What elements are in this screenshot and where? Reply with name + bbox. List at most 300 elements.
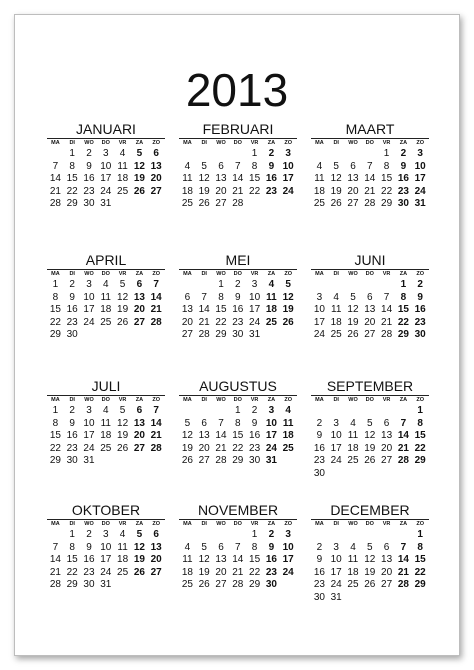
weekday-header: VR [382,140,391,146]
day: 12 [181,430,193,442]
month-name: MEI [179,252,297,270]
weekend-day: 25 [282,442,294,454]
empty-cell [311,148,328,161]
day: 19 [198,566,210,578]
day: 26 [198,198,210,210]
day: 5 [201,160,207,172]
day: 28 [232,579,244,591]
day: 21 [198,316,210,328]
day: 5 [350,291,356,303]
empty-cell [345,279,362,292]
weekend-day: 13 [133,417,145,429]
weekend-day: 21 [397,442,409,454]
weekend-day: 15 [414,430,426,442]
month-januari [47,121,165,211]
day: 1 [235,405,241,416]
weekday-header: WO [84,271,94,277]
weekday-header: ZO [416,521,424,527]
day: 9 [235,291,241,303]
day-grid [47,270,165,342]
empty-cell [179,148,196,161]
weekday-header: VR [118,521,127,527]
weekend-day: 8 [417,541,423,553]
day-grid [311,139,429,211]
day: 16 [66,430,78,442]
weekend-day: 13 [133,291,145,303]
empty-cell [328,529,345,542]
day: 8 [218,291,224,303]
day: 26 [347,329,359,341]
months-grid [15,15,459,655]
weekday-header: VR [382,521,391,527]
day: 30 [66,455,78,467]
month-februari [179,121,297,211]
weekday-header: ZO [284,521,292,527]
day: 18 [181,185,193,197]
day: 10 [83,291,95,303]
weekend-day: 12 [282,291,294,303]
weekend-day: 20 [133,430,145,442]
day: 14 [49,173,61,185]
day-grid [179,139,297,211]
weekend-day: 9 [417,291,423,303]
day: 18 [347,566,359,578]
day: 26 [198,579,210,591]
weekend-day: 7 [153,405,159,416]
day: 21 [49,185,61,197]
weekday-header: VR [118,140,127,146]
day: 12 [330,173,342,185]
day: 26 [364,455,376,467]
empty-cell [47,148,64,161]
day: 8 [69,160,75,172]
day: 29 [215,329,227,341]
weekday-header: ZA [267,140,276,146]
day: 28 [215,455,227,467]
day: 24 [249,316,261,328]
weekend-day: 25 [265,316,277,328]
weekend-day: 24 [265,442,277,454]
day: 3 [251,279,258,290]
day: 24 [330,455,342,467]
empty-cell [361,529,378,542]
day: 16 [83,554,95,566]
day: 2 [69,279,75,290]
day: 13 [364,304,376,316]
weekday-header: MA [315,140,324,146]
day: 17 [100,554,112,566]
day: 7 [218,417,224,429]
day: 12 [347,304,359,316]
empty-cell [213,529,230,542]
day: 1 [251,529,258,540]
empty-cell [196,148,213,161]
weekend-day: 31 [265,455,277,467]
day: 20 [364,316,376,328]
day: 18 [181,566,193,578]
month-name: DECEMBER [311,502,429,520]
weekend-day: 11 [282,417,294,429]
weekday-header: ZA [135,397,144,403]
day: 13 [347,173,359,185]
day: 20 [215,185,227,197]
empty-cell [395,405,412,418]
day: 30 [83,579,95,591]
weekend-day: 30 [265,579,277,591]
day: 2 [316,417,323,429]
weekday-header: DI [69,397,75,403]
day: 15 [215,304,227,316]
day: 10 [249,291,261,303]
day: 19 [117,430,129,442]
day: 20 [215,566,227,578]
weekday-header: ZA [267,271,276,277]
empty-cell [361,405,378,418]
weekday-header: DI [333,521,339,527]
weekend-day: 19 [133,173,145,185]
weekday-header: MA [315,271,324,277]
weekend-day: 6 [153,148,159,159]
weekend-day: 26 [133,185,145,197]
weekend-day: 5 [285,279,291,290]
day: 3 [333,541,339,553]
weekday-header: MA [51,521,60,527]
weekend-day: 2 [268,529,275,540]
month-oktober [47,502,165,592]
day: 11 [347,430,359,442]
empty-cell [229,529,246,542]
weekday-header: DI [333,140,339,146]
day: 10 [330,554,342,566]
weekend-day: 2 [268,148,275,159]
day: 9 [86,541,92,553]
day: 4 [350,417,356,429]
weekend-day: 7 [400,417,407,429]
day: 12 [117,417,129,429]
month-name: JUNI [311,252,429,270]
day: 6 [367,291,373,303]
weekday-header: ZO [284,271,292,277]
day: 31 [83,455,95,467]
day: 21 [381,316,393,328]
empty-cell [196,529,213,542]
day: 25 [100,316,112,328]
weekend-day: 28 [150,442,162,454]
day: 7 [235,160,241,172]
weekend-day: 9 [268,160,275,172]
day: 14 [232,173,244,185]
weekend-day: 27 [133,442,145,454]
day: 24 [313,329,325,341]
weekend-day: 29 [414,579,426,591]
day: 1 [69,148,75,159]
weekday-header: WO [348,271,358,277]
day: 6 [218,541,224,553]
day: 30 [313,591,325,603]
weekday-header: MA [51,271,60,277]
day: 12 [364,430,376,442]
weekend-day: 18 [282,430,294,442]
weekday-header: MA [51,397,60,403]
weekday-header: VR [250,521,259,527]
weekend-day: 19 [282,304,294,316]
day: 25 [313,198,325,210]
month-name: NOVEMBER [179,502,297,520]
day-grid [47,396,165,468]
empty-cell [395,529,412,542]
day: 2 [86,529,92,540]
weekend-day: 12 [133,160,145,172]
weekday-header: ZO [416,271,424,277]
month-name: JANUARI [47,121,165,139]
empty-cell [196,405,213,418]
weekday-header: ZA [399,397,408,403]
day: 9 [316,554,323,566]
day: 23 [83,185,95,197]
empty-cell [345,529,362,542]
empty-cell [229,148,246,161]
weekend-day: 17 [414,173,426,185]
weekday-header: ZA [135,271,144,277]
day: 31 [100,198,112,210]
day: 7 [367,160,373,172]
weekend-day: 7 [153,279,159,290]
weekday-header: DI [69,140,75,146]
weekday-header: DO [101,397,110,403]
day: 16 [83,173,95,185]
day: 17 [249,304,261,316]
day: 20 [198,442,210,454]
month-juni [311,252,429,342]
empty-cell [345,405,362,418]
day: 22 [66,566,78,578]
day: 27 [381,579,393,591]
day: 12 [198,554,210,566]
day: 26 [117,316,129,328]
day: 16 [232,304,244,316]
empty-cell [311,529,328,542]
day: 3 [333,417,339,429]
day: 3 [86,405,92,416]
month-september [311,378,429,481]
day-grid [47,520,165,592]
day: 25 [330,329,342,341]
day: 9 [69,417,75,429]
weekend-day: 6 [136,405,143,416]
day: 13 [381,554,393,566]
day: 23 [66,316,78,328]
day: 24 [330,579,342,591]
day: 24 [100,566,112,578]
day: 9 [69,291,75,303]
month-name: MAART [311,121,429,139]
day: 15 [49,304,61,316]
weekend-day: 6 [136,279,143,290]
weekend-day: 27 [150,185,162,197]
empty-cell [361,279,378,292]
weekday-header: DO [233,271,242,277]
day: 17 [330,442,342,454]
weekday-header: VR [118,271,127,277]
weekend-day: 24 [282,566,294,578]
day: 11 [100,417,111,429]
weekday-header: DI [201,397,207,403]
day: 25 [100,442,112,454]
day: 1 [69,529,75,540]
weekend-day: 15 [397,304,409,316]
day: 5 [367,541,373,553]
weekend-day: 23 [397,185,409,197]
weekend-day: 9 [400,160,407,172]
day: 27 [215,198,227,210]
weekend-day: 21 [150,430,162,442]
month-april [47,252,165,342]
day: 20 [381,566,393,578]
day: 4 [119,148,126,159]
empty-cell [47,529,64,542]
weekday-header: DI [69,271,75,277]
weekend-day: 17 [282,554,294,566]
day: 28 [381,329,393,341]
month-december [311,502,429,605]
weekend-day: 3 [285,529,291,540]
day: 13 [181,304,193,316]
day: 17 [100,173,112,185]
day: 11 [182,173,193,185]
day: 6 [201,417,207,429]
day: 17 [330,566,342,578]
day: 10 [330,430,342,442]
weekend-day: 22 [397,316,409,328]
day: 4 [184,541,191,553]
weekend-day: 14 [397,554,409,566]
empty-cell [179,405,196,418]
day: 13 [381,430,393,442]
day: 27 [347,198,359,210]
weekday-header: WO [348,397,358,403]
weekend-day: 8 [400,291,407,303]
weekday-header: WO [348,521,358,527]
day: 6 [218,160,224,172]
weekday-header: ZA [267,521,276,527]
day: 6 [383,417,390,429]
day: 22 [66,185,78,197]
day: 3 [316,291,323,303]
month-name: OKTOBER [47,502,165,520]
empty-cell [328,279,345,292]
day: 10 [100,160,112,172]
day: 6 [383,541,390,553]
day: 15 [249,173,261,185]
day: 22 [49,442,61,454]
day: 27 [364,329,376,341]
day: 8 [52,291,59,303]
day: 5 [201,541,207,553]
empty-cell [378,405,395,418]
day: 28 [232,198,244,210]
day: 8 [251,541,258,553]
weekday-header: MA [315,521,324,527]
empty-cell [328,148,345,161]
day: 31 [100,579,112,591]
day: 11 [117,541,128,553]
weekday-header: WO [216,140,226,146]
empty-cell [345,148,362,161]
month-mei [179,252,297,342]
month-augustus [179,378,297,468]
weekday-header: VR [118,397,127,403]
weekday-header: ZO [416,140,424,146]
day: 19 [117,304,129,316]
day: 21 [49,566,61,578]
day: 10 [313,304,325,316]
weekday-header: DO [365,521,374,527]
day: 25 [117,185,129,197]
weekday-header: WO [216,397,226,403]
day: 25 [347,455,359,467]
day: 23 [83,566,95,578]
day: 6 [184,291,191,303]
day: 18 [313,185,325,197]
month-name: FEBRUARI [179,121,297,139]
weekday-header: DI [333,397,339,403]
day: 28 [364,198,376,210]
day: 15 [381,173,393,185]
weekday-header: MA [183,140,192,146]
day: 7 [201,291,207,303]
weekday-header: ZO [152,140,160,146]
day: 29 [49,329,61,341]
weekday-header: WO [84,397,94,403]
day: 1 [218,279,224,290]
day: 27 [198,455,210,467]
weekend-day: 15 [414,554,426,566]
weekend-day: 11 [266,291,277,303]
weekend-day: 19 [133,554,145,566]
weekday-header: DO [101,521,110,527]
day: 17 [83,430,95,442]
weekend-day: 14 [397,430,409,442]
weekend-day: 24 [414,185,426,197]
day: 15 [249,554,261,566]
day: 2 [69,405,75,416]
empty-cell [311,279,328,292]
weekend-day: 23 [265,566,277,578]
weekend-day: 8 [417,417,423,429]
empty-cell [179,279,196,292]
weekend-day: 10 [265,417,277,429]
day: 2 [235,279,241,290]
weekday-header: DI [201,271,207,277]
weekend-day: 23 [265,185,277,197]
day: 5 [367,417,373,429]
month-name: JULI [47,378,165,396]
weekday-header: DI [201,521,207,527]
day: 28 [198,329,210,341]
day: 9 [316,430,323,442]
day: 25 [181,198,193,210]
weekend-day: 28 [150,316,162,328]
day: 15 [66,173,78,185]
day: 30 [232,329,244,341]
day: 11 [314,173,325,185]
day: 19 [364,566,376,578]
day: 11 [117,160,128,172]
weekday-header: WO [348,140,358,146]
weekend-day: 2 [417,279,423,290]
empty-cell [361,148,378,161]
weekday-header: MA [183,271,192,277]
